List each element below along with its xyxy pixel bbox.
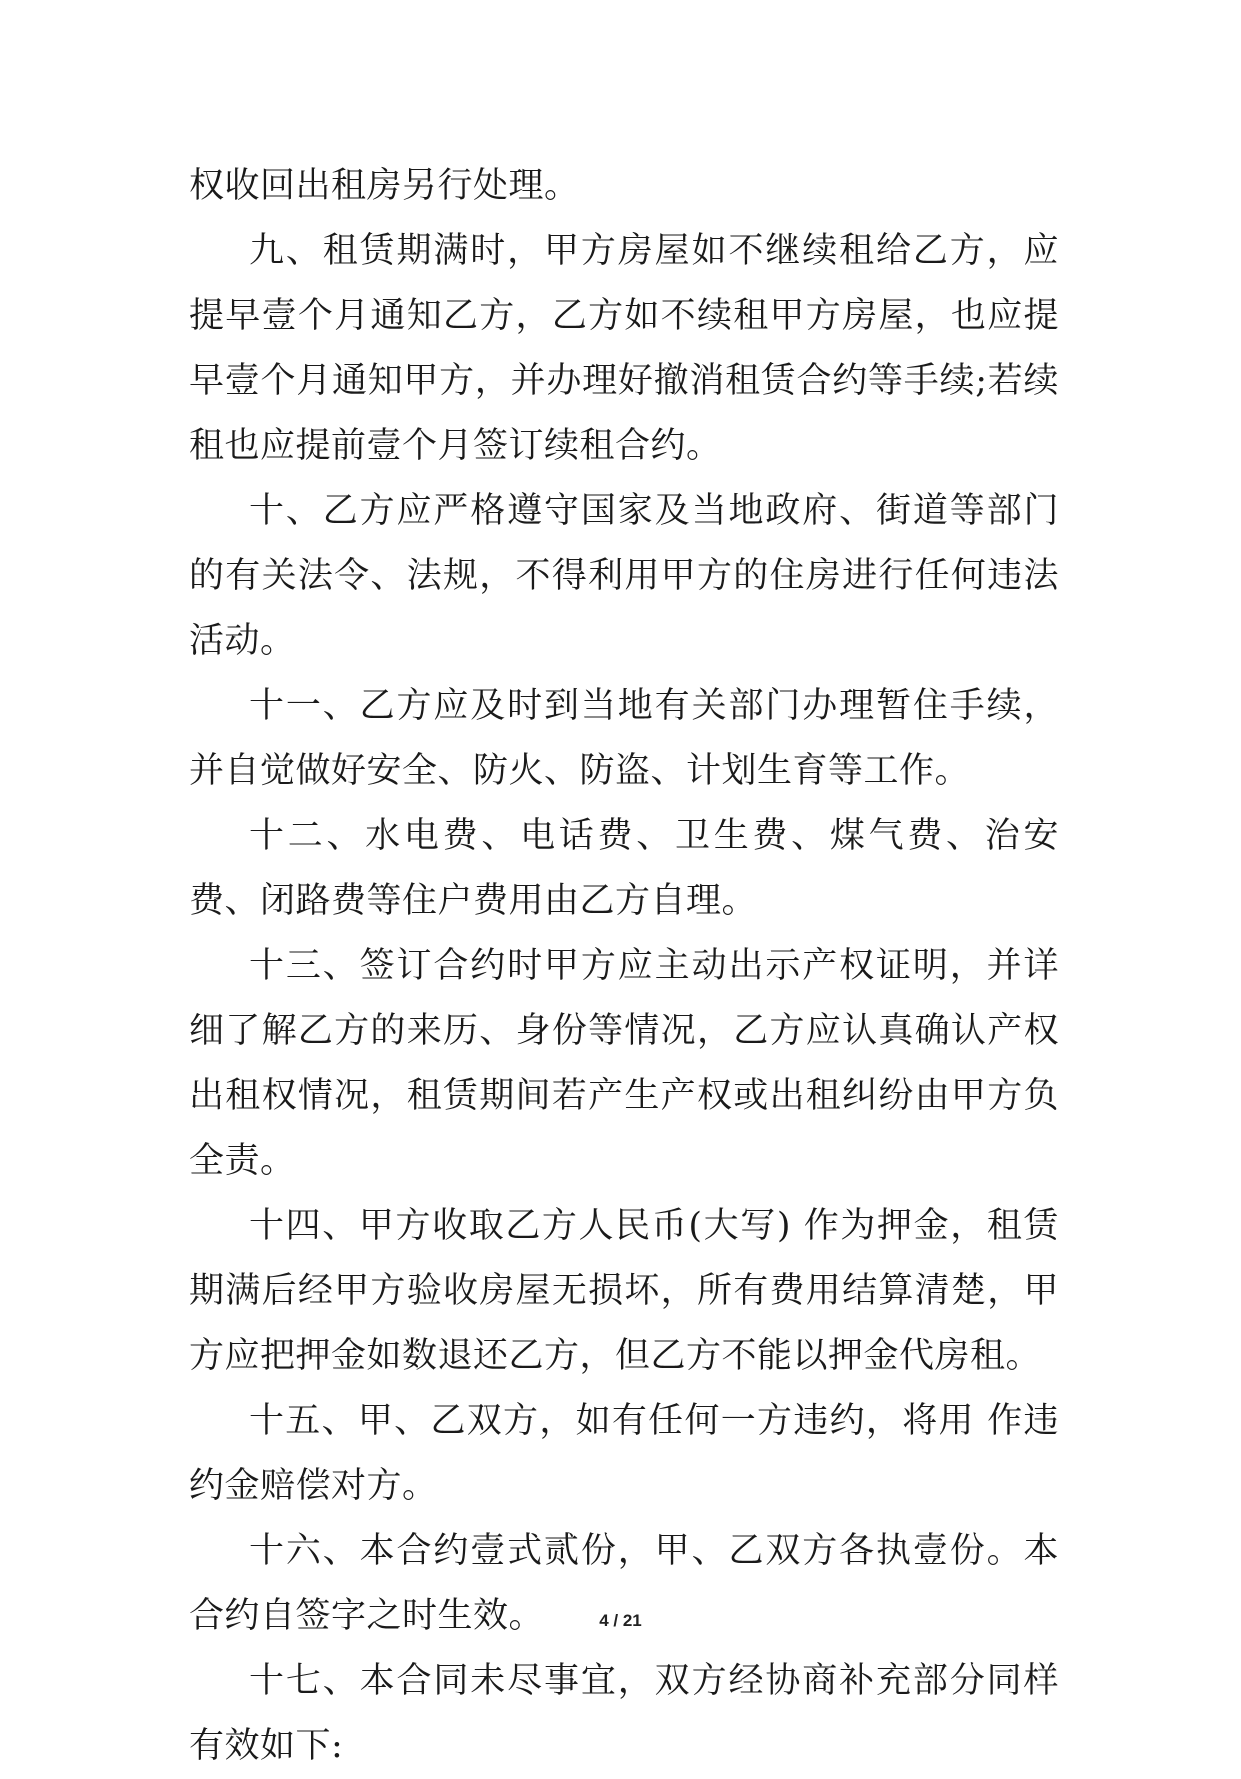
paragraph-clause-11: 十一、乙方应及时到当地有关部门办理暂住手续，并自觉做好安全、防火、防盗、计划生育等工作。 — [189, 686, 1059, 791]
paragraph-clause-16: 十六、本合约壹式贰份，甲、乙双方各执壹份。本合约自签字之时生效。 — [189, 1531, 1059, 1636]
paragraph-continuation: 权收回出租房另行处理。 — [189, 166, 580, 206]
paragraph-clause-17: 十七、本合同未尽事宜，双方经协商补充部分同样有效如下: — [189, 1661, 1059, 1766]
document-body — [189, 154, 1059, 1779]
page-number: 4 / 21 — [599, 1611, 642, 1630]
paragraph-clause-10: 十、乙方应严格遵守国家及当地政府、街道等部门的有关法令、法规，不得利用甲方的住房进行任何违法活动。 — [189, 491, 1059, 661]
paragraph-clause-14: 十四、甲方收取乙方人民币(大写) 作为押金，租赁期满后经甲方验收房屋无损坏，所有费用结算清楚，甲方应把押金如数退还乙方，但乙方不能以押金代房租。 — [189, 1206, 1059, 1376]
paragraph-clause-12: 十二、水电费、电话费、卫生费、煤气费、治安费、闭路费等住户费用由乙方自理。 — [189, 816, 1059, 921]
paragraph-clause-15: 十五、甲、乙双方，如有任何一方违约，将用 作违约金赔偿对方。 — [189, 1401, 1059, 1506]
paragraph-clause-13: 十三、签订合约时甲方应主动出示产权证明，并详细了解乙方的来历、身份等情况，乙方应认真确认产权出租权情况，租赁期间若产生产权或出租纠纷由甲方负全责。 — [189, 946, 1059, 1181]
paragraph-clause-9: 九、租赁期满时，甲方房屋如不继续租给乙方，应提早壹个月通知乙方，乙方如不续租甲方房屋，也应提早壹个月通知甲方，并办理好撤消租赁合约等手续;若续租也应提前壹个月签订续租合约。 — [189, 231, 1059, 466]
